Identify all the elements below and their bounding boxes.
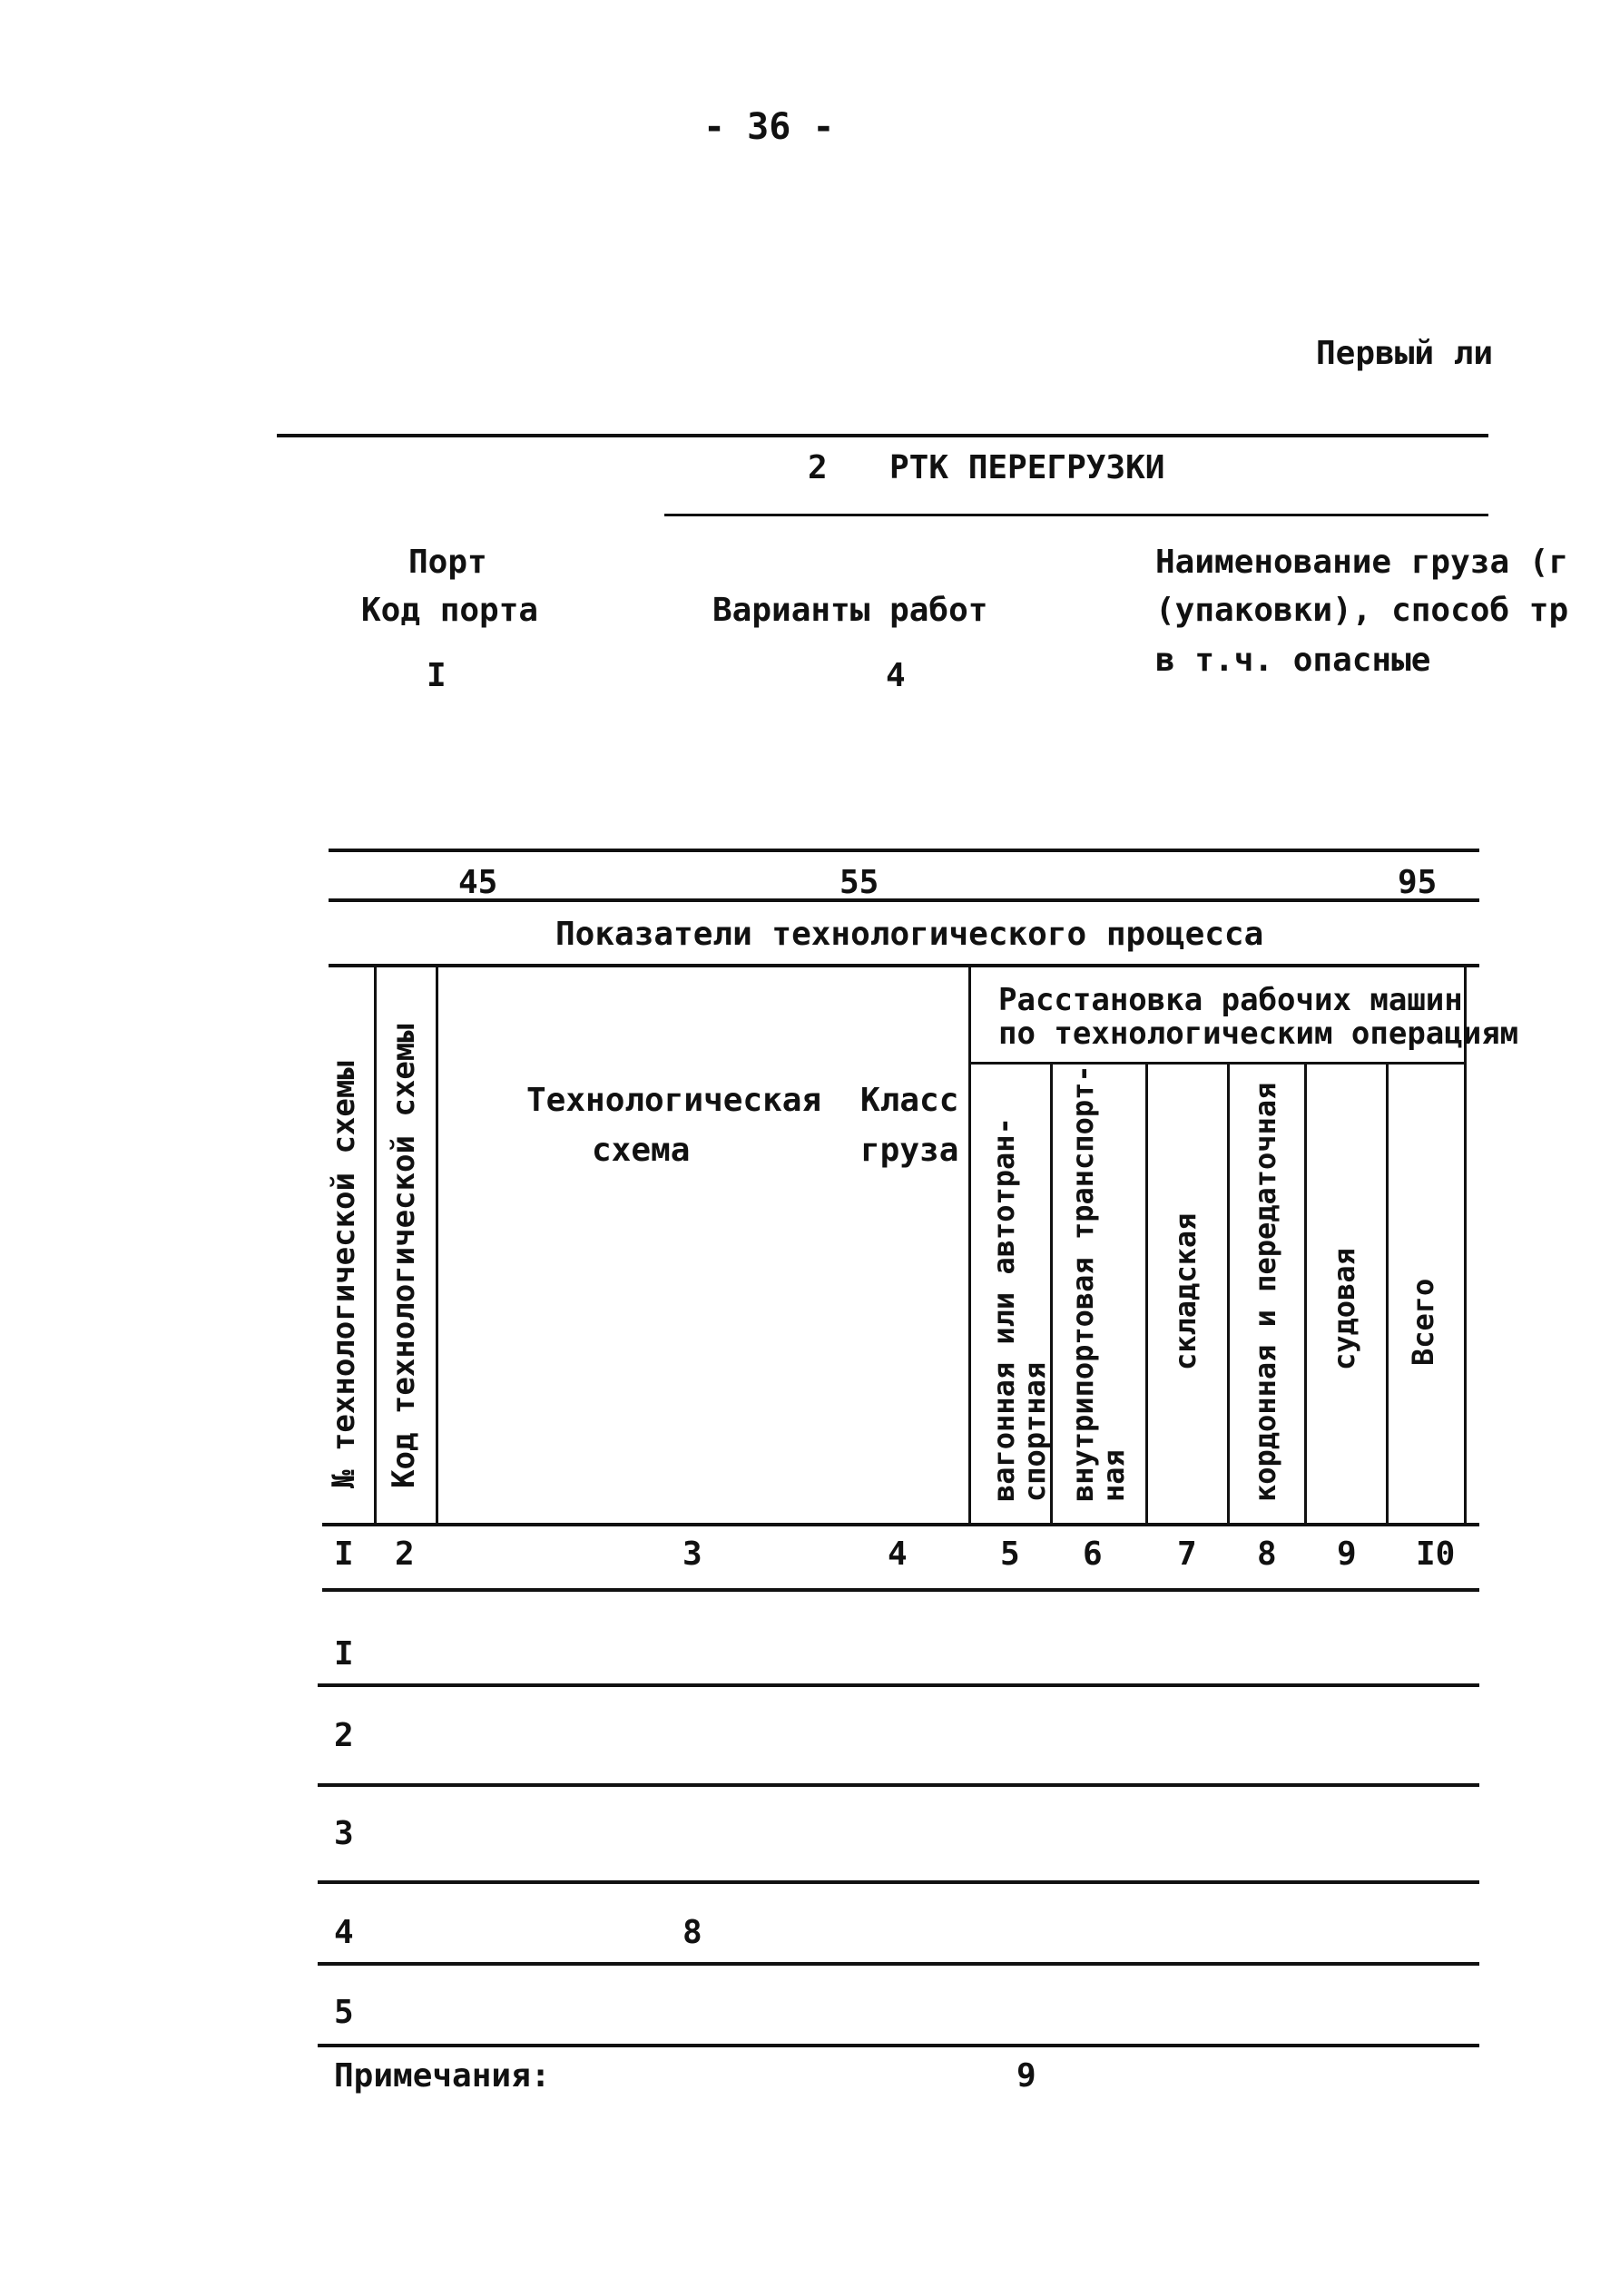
col-line-2 xyxy=(436,964,438,1523)
placement-heading-line2: по технологическим операциям xyxy=(998,1016,1519,1052)
sheet-label: Первый ли xyxy=(1316,335,1494,372)
work-variants-number: 4 xyxy=(886,657,906,694)
cargo-name-line2: (упаковки), способ тр xyxy=(1155,592,1569,629)
port-code-label: Код порта xyxy=(361,592,539,629)
col-line-6 xyxy=(1145,1062,1148,1523)
column-number-1: I xyxy=(334,1536,354,1573)
col-line-9 xyxy=(1386,1062,1389,1523)
col-line-8 xyxy=(1304,1062,1307,1523)
work-variants-label: Варианты работ xyxy=(712,592,988,629)
indicators-title: Показатели технологического процесса xyxy=(555,916,1264,953)
port-code-number: I xyxy=(427,657,447,694)
column-number-3: 3 xyxy=(682,1536,702,1573)
row-rule-4 xyxy=(318,1962,1479,1966)
column-number-7: 7 xyxy=(1177,1536,1197,1573)
table-row-number: 5 xyxy=(334,1994,354,2031)
column-number-4: 4 xyxy=(888,1536,908,1573)
column-numbers-rule xyxy=(322,1588,1479,1592)
col-line-7 xyxy=(1227,1062,1230,1523)
row-rule-2 xyxy=(318,1783,1479,1787)
port-label: Порт xyxy=(408,544,487,581)
column-number-8: 8 xyxy=(1257,1536,1277,1573)
scale-rule-top xyxy=(329,849,1479,852)
table-row-number: I xyxy=(334,1635,354,1673)
header-bottom-rule xyxy=(322,1523,1479,1526)
scale-mark-95: 95 xyxy=(1398,864,1438,901)
class-header-line2: груза xyxy=(860,1132,959,1169)
column-number-9: 9 xyxy=(1337,1536,1357,1573)
cordon-header: кордонная и передаточная xyxy=(1248,1082,1282,1502)
internal-transport-header-line2: ная xyxy=(1095,1449,1131,1502)
cargo-name-line3: в т.ч. опасные xyxy=(1155,642,1431,679)
col-line-1 xyxy=(374,964,377,1523)
table-row-4-mark: 8 xyxy=(682,1914,702,1951)
internal-transport-header xyxy=(1065,1065,1131,1502)
scale-rule-bottom xyxy=(329,898,1479,902)
row-rule-5 xyxy=(318,2044,1479,2047)
column-number-6: 6 xyxy=(1083,1536,1103,1573)
total-header: Всего xyxy=(1406,1278,1440,1366)
notes-label: Примечания: xyxy=(334,2057,551,2095)
row-rule-1 xyxy=(318,1683,1479,1687)
table-row-number: 4 xyxy=(334,1914,354,1951)
scheme-header-line1: Технологическая xyxy=(526,1082,822,1119)
table-row-number: 2 xyxy=(334,1717,354,1754)
notes-mark: 9 xyxy=(1016,2057,1036,2095)
section-number: 2 xyxy=(808,449,828,486)
scale-mark-45: 45 xyxy=(458,864,498,901)
section-title: РТК ПЕРЕГРУЗКИ xyxy=(889,449,1165,486)
scheme-number-header: № технологической схемы xyxy=(326,1061,362,1488)
section-rule xyxy=(664,514,1488,516)
top-rule xyxy=(277,434,1488,437)
column-number-5: 5 xyxy=(1000,1536,1020,1573)
table-row-number: 3 xyxy=(334,1815,354,1852)
row-rule-3 xyxy=(318,1880,1479,1884)
class-header-line1: Класс xyxy=(860,1082,959,1119)
internal-transport-header-line1: внутрипортовая транспорт- xyxy=(1065,1065,1100,1502)
placement-heading-line1: Расстановка рабочих машин xyxy=(998,982,1463,1018)
scheme-code-header: Код технологической схемы xyxy=(386,1024,422,1488)
page-number: - 36 - xyxy=(703,106,835,148)
scheme-header-line2: схема xyxy=(592,1132,691,1169)
wagon-header-line2: спортная xyxy=(1016,1361,1052,1502)
warehouse-header: складская xyxy=(1168,1212,1203,1370)
wagon-header xyxy=(989,1117,1050,1502)
scale-mark-55: 55 xyxy=(839,864,879,901)
column-number-10: I0 xyxy=(1416,1536,1456,1573)
col-line-3 xyxy=(968,964,971,1523)
table-top-rule xyxy=(329,964,1479,967)
wagon-header-line1: вагонная или автотран- xyxy=(987,1117,1021,1502)
column-number-2: 2 xyxy=(395,1536,415,1573)
cargo-name-line1: Наименование груза (г xyxy=(1155,544,1569,581)
ship-header: судовая xyxy=(1327,1248,1361,1370)
placement-rule xyxy=(968,1062,1467,1065)
